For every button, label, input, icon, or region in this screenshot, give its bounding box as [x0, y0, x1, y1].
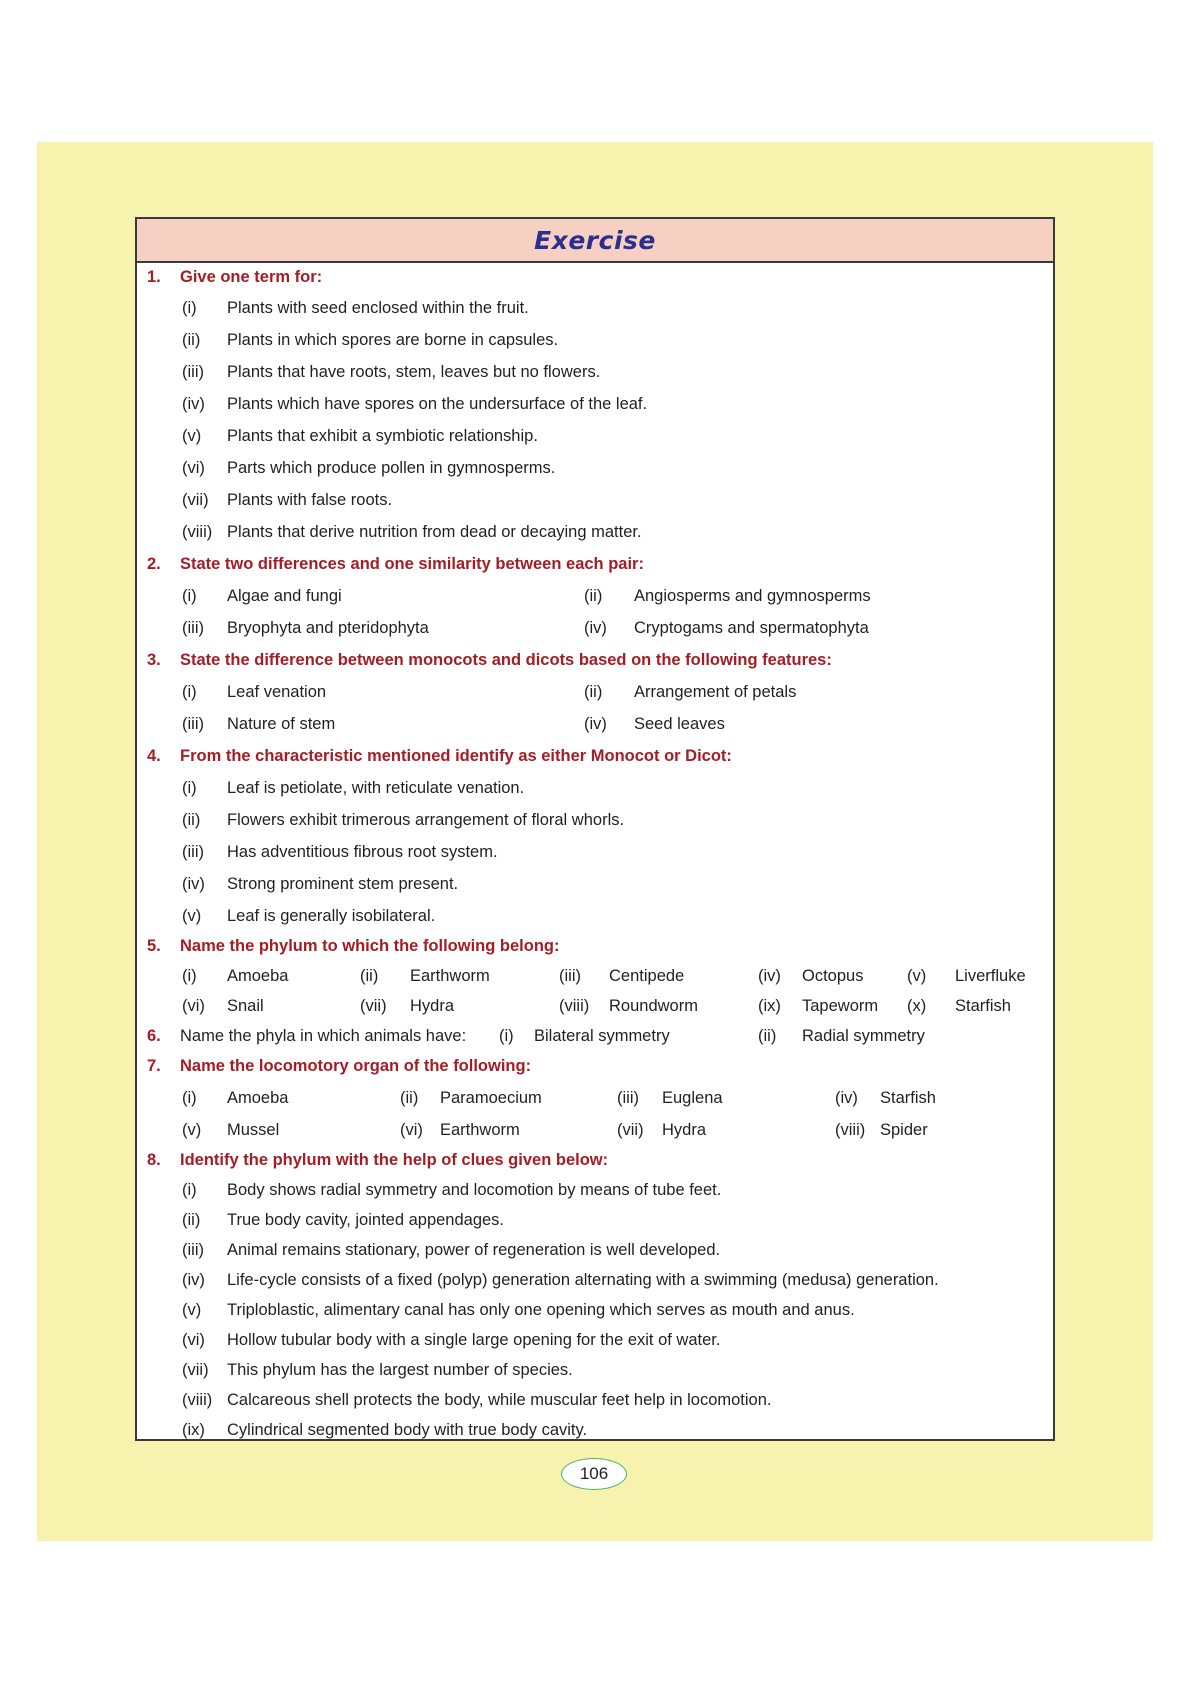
item-text: True body cavity, jointed appendages. [227, 1211, 505, 1229]
page-number: 106 [579, 1464, 609, 1483]
question-number: 3. [147, 651, 161, 669]
item-label: (v) [182, 907, 202, 925]
item-label: (ii) [182, 331, 201, 349]
question-text: State two differences and one similarity between each pair: [180, 555, 644, 573]
question-7 [137, 1054, 1053, 1078]
item-label: (ix) [758, 997, 781, 1015]
question-5 [137, 934, 1053, 958]
item-label: (vi) [182, 997, 205, 1015]
item-text: Cylindrical segmented body with true body cavity. [227, 1421, 588, 1439]
list-item [137, 424, 1053, 448]
list-item [137, 776, 1053, 800]
item-label: (x) [907, 997, 927, 1015]
item-label: (i) [182, 1181, 197, 1199]
item-text: Tapeworm [802, 997, 879, 1015]
question-text: State the difference between monocots and dicots based on the following features: [180, 651, 832, 669]
item-label: (ii) [758, 1027, 777, 1045]
question-4 [137, 744, 1053, 768]
list-item [137, 994, 1053, 1018]
question-number: 8. [147, 1151, 161, 1169]
item-label: (vi) [182, 459, 205, 477]
item-label: (iv) [584, 715, 607, 733]
item-text: Algae and fungi [227, 587, 342, 605]
item-label: (iii) [182, 1241, 204, 1259]
item-text: Seed leaves [634, 715, 725, 733]
question-number: 7. [147, 1057, 161, 1075]
item-label: (iii) [182, 363, 204, 381]
question-2 [137, 552, 1053, 576]
list-item [137, 296, 1053, 320]
item-label: (viii) [835, 1121, 866, 1139]
exercise-title: Exercise [534, 225, 656, 255]
item-label: (iv) [584, 619, 607, 637]
item-text: Plants that exhibit a symbiotic relationship. [227, 427, 538, 445]
list-item [137, 360, 1053, 384]
item-text: Spider [880, 1121, 928, 1139]
item-text: Starfish [955, 997, 1011, 1015]
item-label: (viii) [559, 997, 590, 1015]
item-label: (vi) [182, 1331, 205, 1349]
list-item [137, 456, 1053, 480]
item-label: (i) [182, 967, 197, 985]
list-item [137, 840, 1053, 864]
item-text: Arrangement of petals [634, 683, 797, 701]
item-label: (ii) [584, 587, 603, 605]
item-label: (ii) [182, 811, 201, 829]
list-item [137, 808, 1053, 832]
item-label: (iv) [182, 395, 205, 413]
list-item [137, 392, 1053, 416]
item-label: (i) [182, 683, 197, 701]
item-label: (vii) [617, 1121, 644, 1139]
list-item [137, 328, 1053, 352]
item-label: (v) [182, 427, 202, 445]
list-item [137, 1358, 1053, 1382]
item-text: Paramoecium [440, 1089, 542, 1107]
question-number: 6. [147, 1027, 161, 1045]
item-text: Bilateral symmetry [534, 1027, 670, 1045]
item-text: Euglena [662, 1089, 723, 1107]
list-item [137, 1388, 1053, 1412]
list-item [137, 872, 1053, 896]
exercise-header [137, 219, 1053, 263]
list-item [137, 680, 1053, 704]
item-label: (iii) [182, 619, 204, 637]
item-label: (iii) [182, 715, 204, 733]
item-label: (vi) [400, 1121, 423, 1139]
item-label: (vii) [182, 1361, 209, 1379]
list-item [137, 488, 1053, 512]
item-label: (i) [182, 779, 197, 797]
list-item [137, 904, 1053, 928]
list-item [137, 1328, 1053, 1352]
item-label: (ii) [400, 1089, 419, 1107]
list-item [137, 1238, 1053, 1262]
item-label: (ix) [182, 1421, 205, 1439]
list-item [137, 1418, 1053, 1442]
item-text: Centipede [609, 967, 685, 985]
item-text: Cryptogams and spermatophyta [634, 619, 869, 637]
question-number: 5. [147, 937, 161, 955]
item-label: (i) [182, 587, 197, 605]
question-1 [137, 265, 1053, 289]
item-label: (viii) [182, 523, 213, 541]
item-text: Roundworm [609, 997, 698, 1015]
item-text: Liverfluke [955, 967, 1026, 985]
item-text: Hydra [662, 1121, 707, 1139]
question-3 [137, 648, 1053, 672]
item-text: Plants with false roots. [227, 491, 393, 509]
item-text: Amoeba [227, 1089, 289, 1107]
item-text: Earthworm [440, 1121, 520, 1139]
item-text: Leaf is petiolate, with reticulate venation. [227, 779, 525, 797]
item-label: (ii) [182, 1211, 201, 1229]
item-text: Hydra [410, 997, 455, 1015]
item-label: (ii) [360, 967, 379, 985]
item-text: Octopus [802, 967, 864, 985]
list-item [137, 520, 1053, 544]
item-text: Strong prominent stem present. [227, 875, 459, 893]
item-text: Mussel [227, 1121, 280, 1139]
item-label: (v) [182, 1121, 202, 1139]
item-text: Body shows radial symmetry and locomotion by means of tube feet. [227, 1181, 722, 1199]
list-item [137, 712, 1053, 736]
item-text: Animal remains stationary, power of regeneration is well developed. [227, 1241, 721, 1259]
item-text: Flowers exhibit trimerous arrangement of floral whorls. [227, 811, 625, 829]
item-text: Angiosperms and gymnosperms [634, 587, 871, 605]
item-text: Plants in which spores are borne in capsules. [227, 331, 559, 349]
item-text: Hollow tubular body with a single large opening for the exit of water. [227, 1331, 721, 1349]
item-text: Plants that derive nutrition from dead or decaying matter. [227, 523, 642, 541]
item-text: Plants that have roots, stem, leaves but no flowers. [227, 363, 601, 381]
item-label: (viii) [182, 1391, 213, 1409]
list-item [137, 1178, 1053, 1202]
item-label: (iv) [835, 1089, 858, 1107]
item-label: (iii) [617, 1089, 639, 1107]
item-text: Starfish [880, 1089, 936, 1107]
list-item [137, 584, 1053, 608]
item-label: (iv) [182, 1271, 205, 1289]
list-item [137, 1208, 1053, 1232]
item-text: Nature of stem [227, 715, 336, 733]
item-text: Leaf venation [227, 683, 327, 701]
item-text: Earthworm [410, 967, 490, 985]
item-label: (iii) [182, 843, 204, 861]
item-text: Plants with seed enclosed within the fruit. [227, 299, 529, 317]
item-text: Triploblastic, alimentary canal has only one opening which serves as mouth and anus. [227, 1301, 855, 1319]
item-label: (iv) [758, 967, 781, 985]
question-6 [137, 1024, 1053, 1048]
question-text: Name the phyla in which animals have: [180, 1027, 467, 1045]
item-label: (i) [182, 299, 197, 317]
list-item [137, 1086, 1053, 1110]
item-text: Radial symmetry [802, 1027, 925, 1045]
item-text: Plants which have spores on the undersurface of the leaf. [227, 395, 648, 413]
item-text: This phylum has the largest number of species. [227, 1361, 573, 1379]
question-number: 4. [147, 747, 161, 765]
list-item [137, 1298, 1053, 1322]
item-label: (i) [182, 1089, 197, 1107]
item-text: Has adventitious fibrous root system. [227, 843, 498, 861]
item-text: Leaf is generally isobilateral. [227, 907, 436, 925]
question-text: From the characteristic mentioned identify as either Monocot or Dicot: [180, 747, 732, 765]
item-label: (iv) [182, 875, 205, 893]
item-label: (i) [499, 1027, 514, 1045]
question-text: Name the phylum to which the following belong: [180, 937, 560, 955]
question-8 [137, 1148, 1053, 1172]
item-label: (ii) [584, 683, 603, 701]
item-label: (vii) [360, 997, 387, 1015]
item-text: Amoeba [227, 967, 289, 985]
item-label: (v) [907, 967, 927, 985]
item-text: Calcareous shell protects the body, while muscular feet help in locomotion. [227, 1391, 772, 1409]
item-text: Snail [227, 997, 264, 1015]
item-text: Parts which produce pollen in gymnosperms. [227, 459, 556, 477]
list-item [137, 964, 1053, 988]
item-label: (v) [182, 1301, 202, 1319]
question-text: Name the locomotory organ of the following: [180, 1057, 532, 1075]
question-number: 1. [147, 268, 161, 286]
list-item [137, 1268, 1053, 1292]
item-text: Life-cycle consists of a fixed (polyp) generation alternating with a swimming (medusa) generation. [227, 1271, 939, 1289]
item-label: (iii) [559, 967, 581, 985]
item-label: (vii) [182, 491, 209, 509]
item-text: Bryophyta and pteridophyta [227, 619, 429, 637]
page-number-badge [561, 1458, 627, 1490]
exercise-box [135, 217, 1055, 1441]
question-text: Give one term for: [180, 268, 323, 286]
list-item [137, 1118, 1053, 1142]
question-text: Identify the phylum with the help of clues given below: [180, 1151, 609, 1169]
question-number: 2. [147, 555, 161, 573]
list-item [137, 616, 1053, 640]
